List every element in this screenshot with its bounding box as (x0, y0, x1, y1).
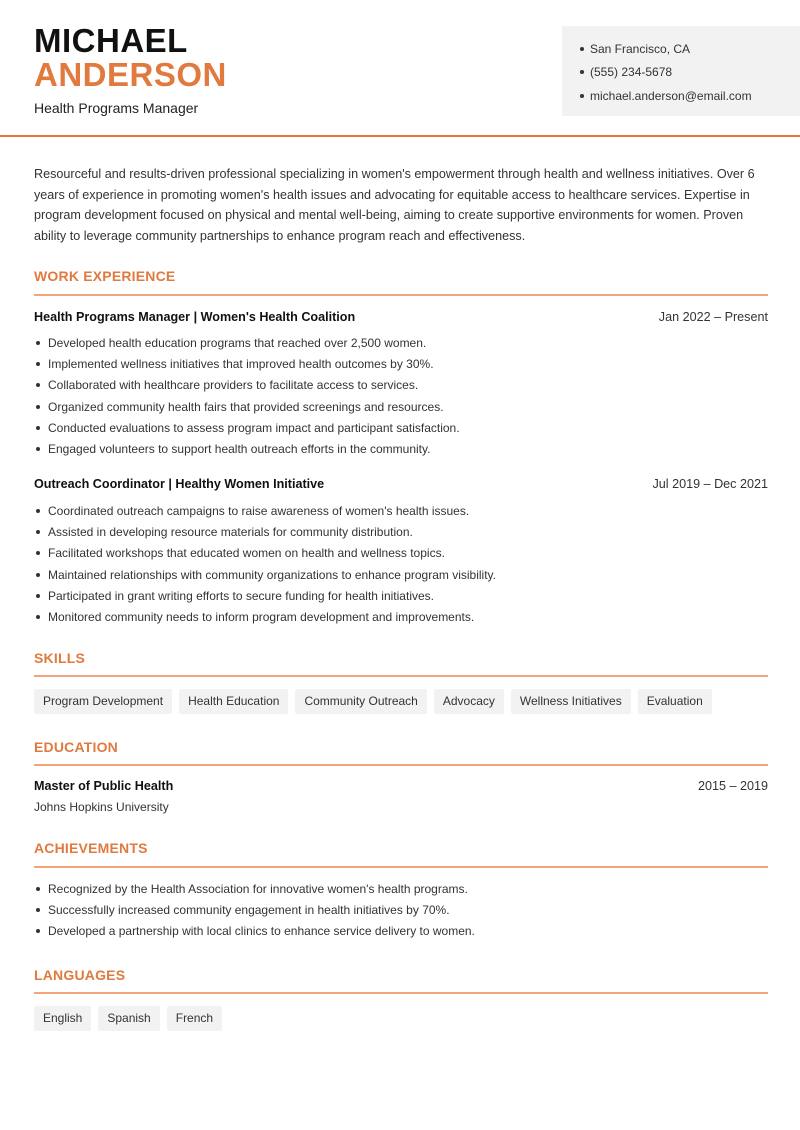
bullet-icon (36, 615, 40, 619)
skill-tag: Program Development (34, 689, 172, 714)
section-divider (34, 675, 768, 677)
list-item: Implemented wellness initiatives that improved health outcomes by 30%. (34, 353, 768, 374)
language-tag: French (167, 1006, 222, 1031)
list-item: Monitored community needs to inform program development and improvements. (34, 606, 768, 627)
bullet-icon (36, 383, 40, 387)
list-item: Developed a partnership with local clinics to enhance service delivery to women. (34, 921, 768, 942)
skills-tags (34, 689, 712, 714)
skill-tag: Evaluation (638, 689, 712, 714)
contact-box (562, 26, 800, 116)
achievement-bullets (34, 878, 768, 942)
skill-tag: Community Outreach (295, 689, 426, 714)
bullet-icon (580, 47, 584, 51)
job-bullets (34, 500, 768, 628)
language-tag: English (34, 1006, 91, 1031)
bullet-icon (36, 908, 40, 912)
section-title-education: EDUCATION (34, 739, 118, 755)
resume-header (0, 0, 800, 137)
bullet-icon (36, 551, 40, 555)
list-item: Organized community health fairs that provided screenings and resources. (34, 396, 768, 417)
skill-tag: Wellness Initiatives (511, 689, 631, 714)
list-item: Developed health education programs that reached over 2,500 women. (34, 332, 768, 353)
job-dates: Jul 2019 – Dec 2021 (652, 477, 768, 491)
contact-phone: (555) 234-5678 (580, 61, 800, 85)
bullet-icon (36, 887, 40, 891)
list-item: Engaged volunteers to support health outreach efforts in the community. (34, 438, 768, 459)
section-title-achievements: ACHIEVEMENTS (34, 840, 148, 856)
job-role: Health Programs Manager | Women's Health Coalition (34, 310, 356, 324)
job-dates: Jan 2022 – Present (658, 310, 768, 324)
contact-email: michael.anderson@email.com (580, 84, 800, 108)
bullet-icon (36, 426, 40, 430)
bullet-icon (36, 362, 40, 366)
education-dates: 2015 – 2019 (697, 779, 768, 793)
school-name: Johns Hopkins University (34, 800, 169, 814)
contact-location: San Francisco, CA (580, 37, 800, 61)
job-bullets (34, 332, 768, 460)
list-item: Conducted evaluations to assess program impact and participant satisfaction. (34, 417, 768, 438)
bullet-icon (36, 594, 40, 598)
section-divider (34, 294, 768, 296)
bullet-icon (36, 573, 40, 577)
skill-tag: Advocacy (434, 689, 504, 714)
bullet-icon (36, 530, 40, 534)
bullet-icon (36, 341, 40, 345)
bullet-icon (36, 447, 40, 451)
language-tags (34, 1006, 222, 1031)
list-item: Maintained relationships with community organizations to enhance program visibility. (34, 564, 768, 585)
list-item: Participated in grant writing efforts to secure funding for health initiatives. (34, 585, 768, 606)
list-item: Collaborated with healthcare providers to facilitate access to services. (34, 375, 768, 396)
list-item: Successfully increased community engagement in health initiatives by 70%. (34, 899, 768, 920)
first-name: MICHAEL (34, 22, 188, 59)
degree: Master of Public Health (34, 779, 174, 793)
section-divider (34, 764, 768, 766)
bullet-icon (36, 509, 40, 513)
job-header (34, 310, 768, 324)
summary: Resourceful and results-driven professional specializing in women's empowerment through health and wellness initiatives. Over 6 years of experience in promoting women's health issues and advocating for equitable access to healthcare services. Expertise in program development focused on physical and mental well-being, aiming to create supportive environments for women. Proven ability to leverage community partnerships to enhance program reach and effectiveness. (34, 167, 755, 244)
list-item: Assisted in developing resource materials for community distribution. (34, 521, 768, 542)
list-item: Facilitated workshops that educated women on health and wellness topics. (34, 543, 768, 564)
bullet-icon (580, 70, 584, 74)
bullet-icon (36, 405, 40, 409)
language-tag: Spanish (98, 1006, 159, 1031)
job-title: Health Programs Manager (34, 100, 199, 116)
section-divider (34, 866, 768, 868)
job-role: Outreach Coordinator | Healthy Women Initiative (34, 477, 325, 491)
bullet-icon (36, 929, 40, 933)
list-item: Recognized by the Health Association for innovative women's health programs. (34, 878, 768, 899)
section-title-skills: SKILLS (34, 650, 85, 666)
list-item: Coordinated outreach campaigns to raise awareness of women's health issues. (34, 500, 768, 521)
last-name: ANDERSON (34, 56, 227, 93)
section-title-languages: LANGUAGES (34, 967, 126, 983)
section-divider (34, 992, 768, 994)
bullet-icon (580, 94, 584, 98)
job-header (34, 477, 768, 491)
skill-tag: Health Education (179, 689, 288, 714)
education-header (34, 779, 768, 793)
section-title-work: WORK EXPERIENCE (34, 268, 176, 284)
